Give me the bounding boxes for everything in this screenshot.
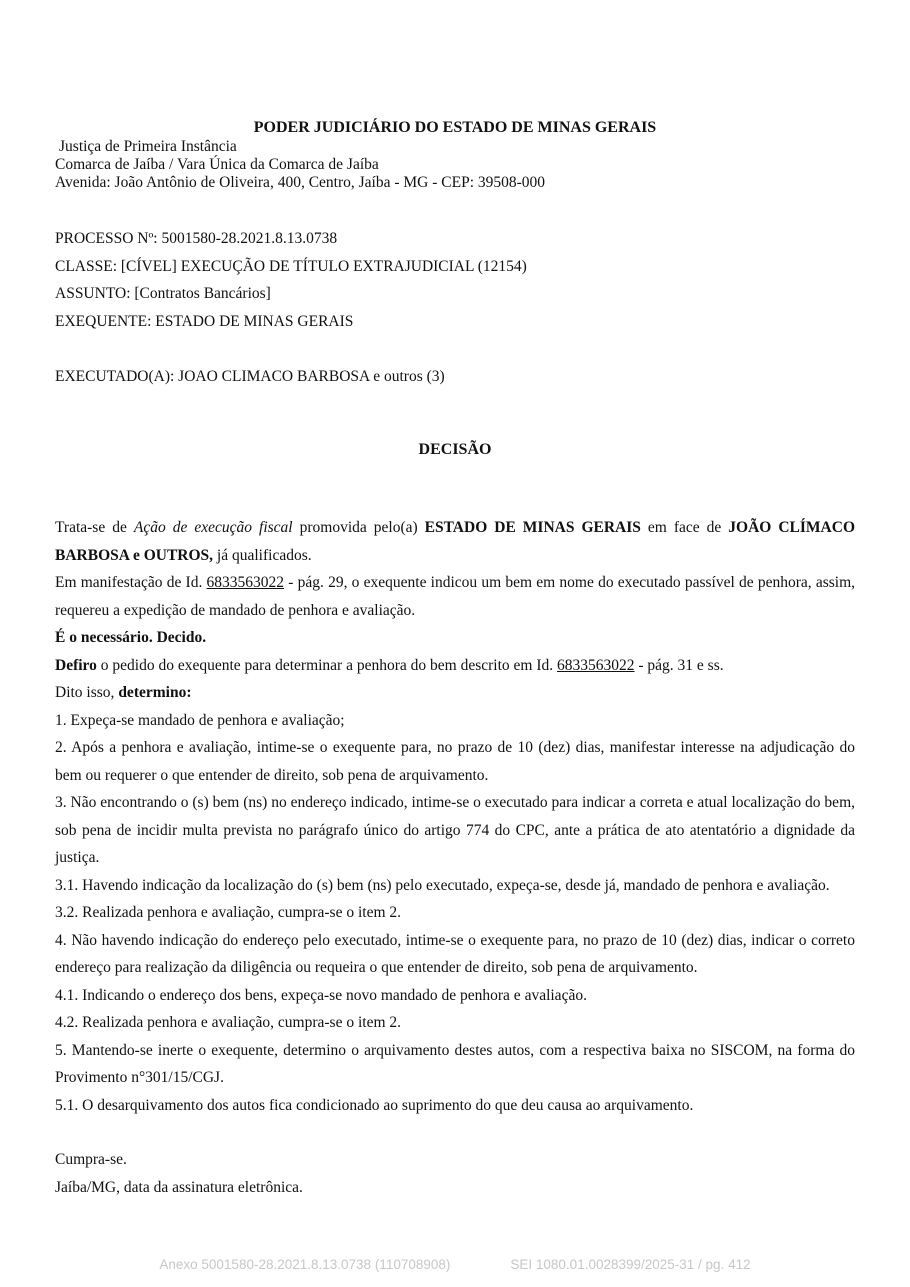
text: Dito isso, — [55, 684, 119, 701]
list-item: 2. Após a penhora e avaliação, intime-se o exequente para, no prazo de 10 (dez) dias, manifestar interesse na adjudicação do bem ou requerer o que entender de direito, sob pena de arquivamento. — [55, 739, 855, 784]
comarca-line: Comarca de Jaíba / Vara Única da Comarca de Jaíba — [55, 156, 379, 173]
text: Em manifestação de Id. — [55, 574, 207, 591]
list-item: 4.1. Indicando o endereço dos bens, expeça-se novo mandado de penhora e avaliação. — [55, 986, 587, 1004]
document-id-link[interactable]: 6833563022 — [206, 574, 285, 591]
list-item: 4.2. Realizada penhora e avaliação, cumpra-se o item 2. — [55, 1014, 402, 1031]
assunto-line: ASSUNTO: [Contratos Bancários] — [55, 285, 271, 302]
text: - pág. 31 e ss. — [634, 656, 724, 674]
text: promovida pelo(a) — [292, 519, 425, 536]
list-item: 3. Não encontrando o (s) bem (ns) no endereço indicado, intime-se o executado para indicar a correta e atual localização do bem, sob pena de incidir multa prevista no parágrafo único do artigo 774 do CPC, ante a prática de ato atentatório a dignidade da justiça. — [55, 794, 855, 866]
list-item: 4. Não havendo indicação do endereço pelo executado, intime-se o exequente para, no prazo de 10 (dez) dias, indicar o correto endereço para realização da diligência ou requeira o que entender de direito, sob pena de arquivamento. — [55, 931, 855, 976]
executado-line: EXECUTADO(A): JOAO CLIMACO BARBOSA e outros (3) — [55, 367, 445, 385]
instance-line: Justiça de Primeira Instância — [59, 138, 237, 155]
closing — [55, 1146, 855, 1201]
address-line: Avenida: João Antônio de Oliveira, 400, Centro, Jaíba - MG - CEP: 39508-000 — [55, 174, 546, 191]
list-item: 5. Mantendo-se inerte o exequente, determino o arquivamento destes autos, com a respectiva baixa no SISCOM, na forma do Provimento n°301/15/CGJ. — [55, 1041, 855, 1086]
list-item: 3.1. Havendo indicação da localização do (s) bem (ns) pelo executado, expeça-se, desde já, mandado de penhora e avaliação. — [55, 876, 830, 894]
plaintiff-name: ESTADO DE MINAS GERAIS — [424, 519, 641, 536]
cumpra-line: Cumpra-se. — [55, 1151, 127, 1168]
text: em face de — [640, 519, 729, 536]
text: o pedido do exequente para determinar a penhora do bem descrito em Id. — [96, 656, 557, 674]
action-type: Ação de execução fiscal — [133, 519, 293, 536]
place-date-line: Jaíba/MG, data da assinatura eletrônica. — [55, 1178, 303, 1196]
document-id-link[interactable]: 6833563022 — [557, 656, 635, 674]
footer-sei: SEI 1080.01.0028399/2025-31 / pg. 412 — [510, 1257, 751, 1272]
footer-annex: Anexo 5001580-28.2021.8.13.0738 (110708908) — [159, 1257, 451, 1272]
paragraph-determino — [55, 679, 855, 707]
classe-line: CLASSE: [CÍVEL] EXECUÇÃO DE TÍTULO EXTRAJUDICIAL (12154) — [55, 257, 527, 275]
defendant-name: JOÃO CLÍMACO BARBOSA e OUTROS, — [55, 519, 855, 564]
court-title: PODER JUDICIÁRIO DO ESTADO DE MINAS GERAIS — [253, 119, 657, 136]
paragraph-manifestation — [55, 569, 855, 624]
paragraph-defiro — [55, 652, 855, 680]
exequente-line: EXEQUENTE: ESTADO DE MINAS GERAIS — [55, 312, 354, 330]
case-metadata — [55, 225, 855, 390]
page-footer — [0, 1257, 910, 1272]
list-item: 1. Expeça-se mandado de penhora e avaliação; — [55, 711, 345, 729]
list-item: 3.2. Realizada penhora e avaliação, cumpra-se o item 2. — [55, 904, 402, 921]
paragraph-intro — [55, 514, 855, 569]
text: - pág. 29, o exequente indicou um bem em nome do executado passível de penhora, assim, requereu a expedição de mandado de penhora e avaliação. — [55, 574, 856, 619]
text: Trata-se de — [55, 519, 134, 536]
processo-line: PROCESSO Nº: 5001580-28.2021.8.13.0738 — [55, 230, 338, 247]
court-header — [55, 138, 855, 192]
paragraph-decido — [55, 624, 855, 652]
decido-heading: É o necessário. Decido. — [55, 629, 207, 646]
determino-word: determino: — [118, 684, 192, 701]
list-item: 5.1. O desarquivamento dos autos fica condicionado ao suprimento do que deu causa ao arquivamento. — [55, 1096, 694, 1114]
decision-body — [55, 514, 855, 1119]
decision-title: DECISÃO — [418, 441, 492, 458]
text: já qualificados. — [213, 546, 312, 564]
defiro-word: Defiro — [55, 656, 97, 674]
document-page — [55, 118, 855, 1201]
